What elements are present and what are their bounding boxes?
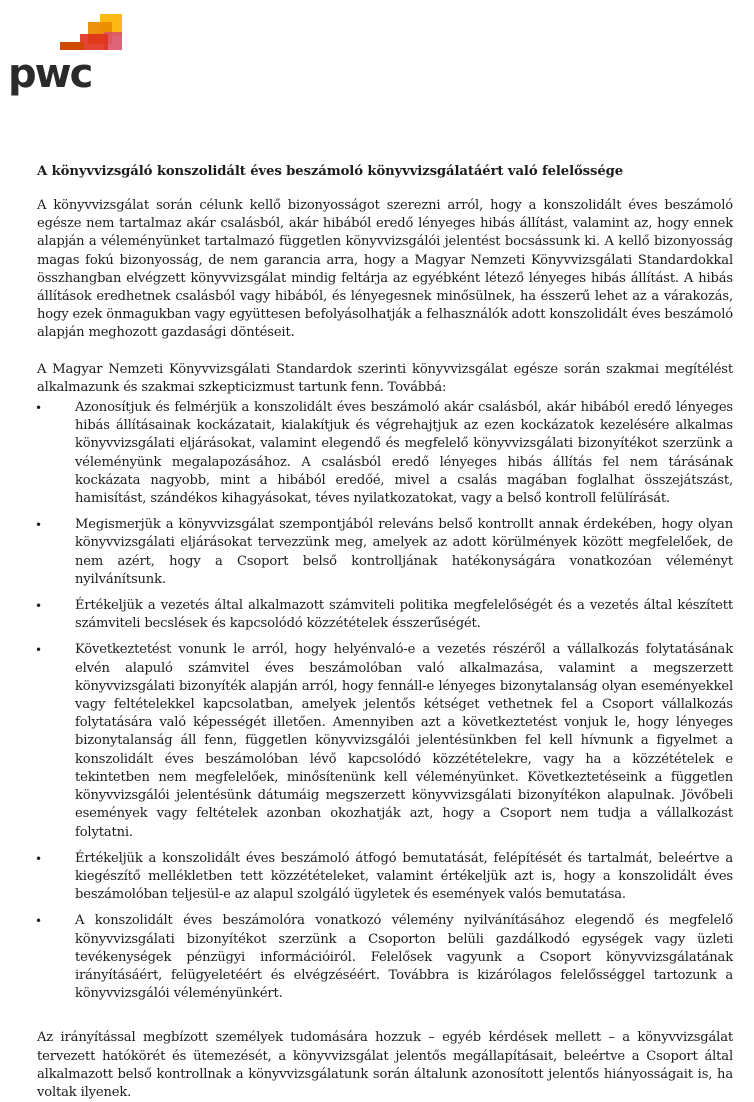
- section-title: A könyvvizsgáló konszolidált éves beszámoló könyvvizsgálatáért való felelőssége: [37, 164, 624, 179]
- bullet-icon: •: [35, 599, 42, 614]
- list-item-text: Azonosítjuk és felmérjük a konszolidált éves beszámoló akár csalásból, akár hibából eredő lényeges hibás állításainak kockázatait, kialakítjuk és végrehajtjuk az ezen kockázatok kezelésére alkalmas könyvvizsgálati eljárásokat, valamint elegendő és megfelelő könyvvizsgálati bizonyítékot szerzünk a véleményünk megalapozásához. A csalásból eredő lényeges hibás állítás fel nem tárásának kockázata nagyobb, mint a hibából eredőé, mivel a csalás magában foglalhat összejátszást, hamisítást, szándékos kihagyásokat, téves nyilatkozatokat, vagy a belső kontroll felülírását.: [75, 400, 733, 507]
- intro-paragraph: A könyvvizsgálat során célunk kellő bizonyosságot szerezni arról, hogy a konszolidált éves beszámoló egésze nem tartalmaz akár csalásból, akár hibából eredő lényeges hibás állítást, valamint az, hogy ennek alapján a véleményünket tartalmazó független könyvvizsgálói jelentést bocsássunk ki. A kellő bizonyosság magas fokú bizonyosság, de nem garancia arra, hogy a Magyar Nemzeti Könyvvizsgálati Standardokkal összhangban elvégzett könyvvizsgálat mindig feltárja az egyébként létező lényeges hibás állítást. A hibás állítások eredhetnek csalásból vagy hibából, és lényegesnek minősülnek, ha ésszerű lehet az a várakozás, hogy ezek önmagukban vagy együttesen befolyásolhatják a felhasználók adott konszolidált éves beszámoló alapján meghozott gazdasági döntéseit.: [37, 198, 733, 341]
- list-item: [37, 516, 733, 589]
- list-item: [37, 641, 733, 841]
- list-item: [37, 912, 733, 1003]
- list-item: [37, 597, 733, 633]
- bullet-icon: •: [35, 851, 42, 866]
- logo-block-tangerine: [60, 42, 84, 50]
- audit-responsibility-section: [37, 164, 733, 1102]
- procedures-list: [37, 399, 733, 1003]
- pwc-logo: [8, 8, 138, 100]
- bullet-icon: •: [35, 401, 42, 416]
- list-item-text: Értékeljük a konszolidált éves beszámoló átfogó bemutatását, felépítését és tartalmát, beleértve a kiegészítő mellékletben tett közzétételeket, valamint értékeljük azt is, hogy a konszolidált éves beszámolóban teljesül-e az alapul szolgáló ügyletek és események valós bemutatása.: [75, 850, 733, 903]
- bullet-icon: •: [35, 518, 42, 533]
- logo-wordmark: pwc: [8, 51, 92, 97]
- standards-intro-paragraph: A Magyar Nemzeti Könyvvizsgálati Standardok szerinti könyvvizsgálat egésze során szakmai megítélést alkalmazunk és szakmai szkepticizmust tartunk fenn. Továbbá:: [37, 361, 733, 395]
- logo-block-red: [80, 34, 108, 50]
- list-item-text: A konszolidált éves beszámolóra vonatkozó vélemény nyilvánításához elegendő és megfelelő könyvvizsgálati bizonyítékot szerzünk a Csoporton belüli gazdálkodó egységek vagy üzleti tevékenységek pénzügyi információiról. Felelősek vagyunk a Csoport könyvvizsgálatának irányításáért, felügyeletéért és elvégzéséért. Továbbra is kizárólagos felelősséggel tartozunk a könyvvizsgálói véleményünkért.: [75, 913, 733, 1002]
- bullet-icon: •: [35, 914, 42, 929]
- bullet-icon: •: [35, 643, 42, 658]
- list-item: [37, 850, 733, 905]
- closing-paragraph: Az irányítással megbízott személyek tudomására hozzuk – egyéb kérdések mellett – a könyvvizsgálat tervezett hatókörét és ütemezését, a könyvvizsgálat jelentős megállapításait, beleértve a Csoport által alkalmazott belső kontrollnak a könyvvizsgálatunk során általunk azonosított jelentős hiányosságait is, ha voltak ilyenek.: [37, 1030, 733, 1100]
- list-item: [37, 399, 733, 508]
- list-item-text: Következtetést vonunk le arról, hogy helyénvaló-e a vezetés részéről a vállalkozás folytatásának elvén alapuló számvitel éves beszámolóban való alkalmazása, valamint a megszerzett könyvvizsgálati bizonyíték alapján arról, hogy fennáll-e lényeges bizonytalanság olyan eseményekkel vagy feltételekkel kapcsolatban, amelyek jelentős kétséget vethetnek fel a Csoport vállalkozás folytatására való képességét illetően. Amennyiben azt a következtetést vonjuk le, hogy lényeges bizonytalanság áll fenn, független könyvvizsgálói jelentésünkben fel kell hívnunk a figyelmet a konszolidált éves beszámolóban lévő kapcsolódó közzétételekre, vagy ha a közzétételek e tekintetben nem megfelelőek, minősítenünk kell véleményünket. Következtetéseink a független könyvvizsgálói jelentésünk dátumáig megszerzett könyvvizsgálati bizonyítékon alapulnak. Jövőbeli események vagy feltételek azonban okozhatják azt, hogy a Csoport nem tudja a vállalkozást folytatni.: [75, 642, 733, 840]
- list-item-text: Értékeljük a vezetés által alkalmazott számviteli politika megfelelőségét és a vezetés által készített számviteli becslések és kapcsolódó közzétételek ésszerűségét.: [75, 598, 733, 632]
- list-item-text: Megismerjük a könyvvizsgálat szempontjából releváns belső kontrollt annak érdekében, hogy olyan könyvvizsgálati eljárásokat tervezzünk meg, amelyek az adott körülmények között megfelelőek, de nem azért, hogy a Csoport belső kontrolljának hatékonyságára vonatkozóan véleményt nyilvánítsunk.: [75, 517, 733, 587]
